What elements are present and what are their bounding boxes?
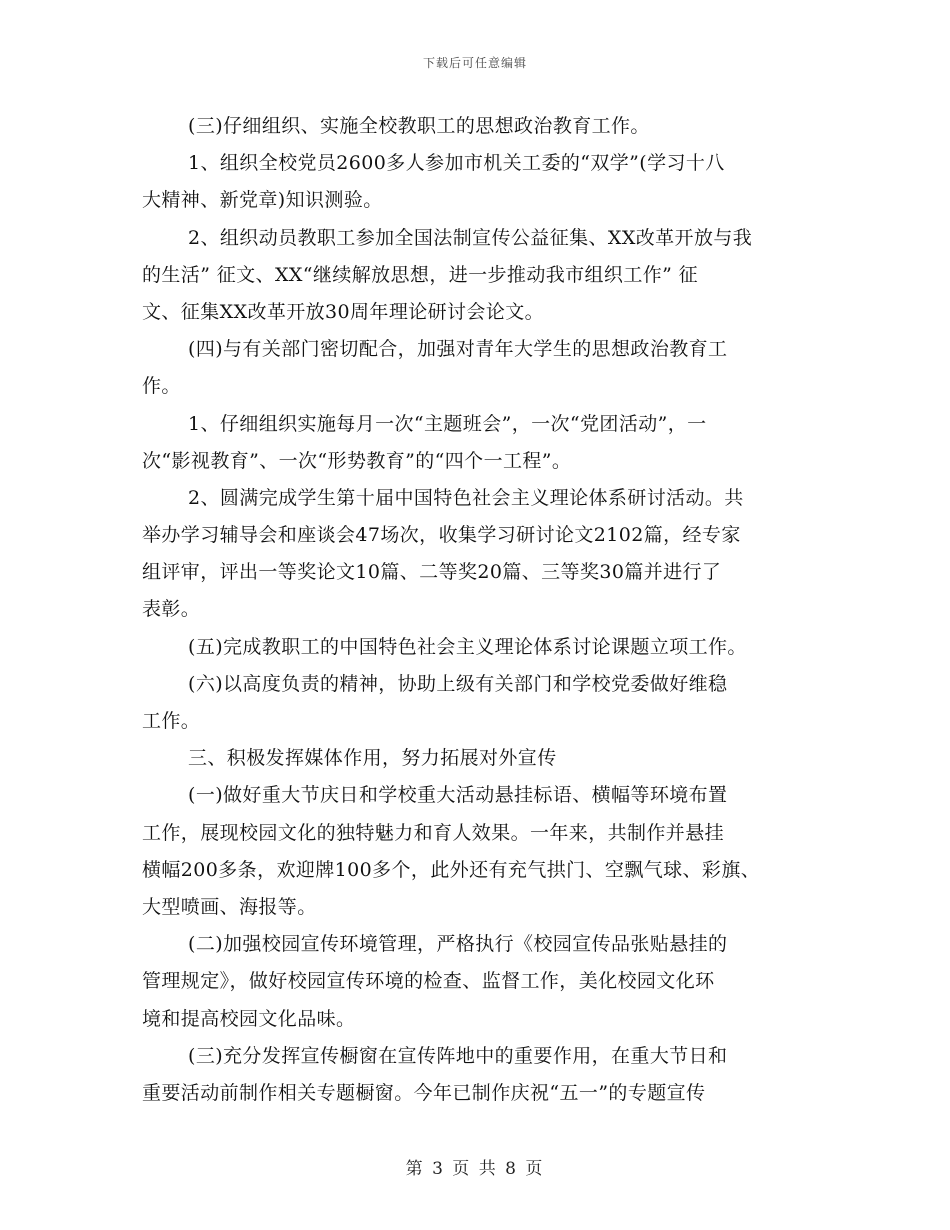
paragraph-line: (六)以高度负责的精神，协助上级有关部门和学校党委做好维稳 [188, 672, 728, 695]
paragraph-line: 组评审，评出一等奖论文10篇、二等奖20篇、三等奖30篇并进行了 [142, 561, 722, 584]
paragraph-line: 2、组织动员教职工参加全国法制宣传公益征集、XX改革开放与我 [188, 226, 753, 249]
paragraph-line: (二)加强校园宣传环境管理，严格执行《校园宣传品张贴悬挂的 [188, 933, 728, 956]
paragraph-line: 管理规定》，做好校园宣传环境的检查、监督工作，美化校园文化环 [142, 970, 715, 993]
paragraph-line: 的生活” 征文、XX“继续解放思想，进一步推动我市组织工作” 征 [142, 263, 699, 286]
document-body [142, 108, 832, 1112]
paragraph-line: (三)充分发挥宣传橱窗在宣传阵地中的重要作用，在重大节日和 [188, 1044, 728, 1067]
paragraph-line: (三)仔细组织、实施全校教职工的思想政治教育工作。 [188, 115, 650, 137]
paragraph-line: 作。 [142, 375, 181, 398]
paragraph-line: (四)与有关部门密切配合，加强对青年大学生的思想政治教育工 [188, 338, 728, 361]
paragraph-line: (一)做好重大节庆日和学校重大活动悬挂标语、横幅等环境布置 [188, 784, 728, 807]
paragraph-line: 表彰。 [142, 598, 201, 621]
page-number-footer: 第 3 页 共 8 页 [405, 1159, 545, 1179]
paragraph-line: 1、仔细组织实施每月一次“主题班会”，一次“党团活动”，一 [188, 412, 707, 435]
paragraph-line: 举办学习辅导会和座谈会47场次，收集学习研讨论文2102篇，经专家 [142, 524, 741, 547]
paragraph-line: (五)完成教职工的中国特色社会主义理论体系讨论课题立项工作。 [188, 635, 747, 658]
paragraph-line: 大精神、新党章)知识测验。 [142, 189, 383, 212]
paragraph-line: 境和提高校园文化品味。 [142, 1007, 356, 1030]
paragraph-line: 工作。 [142, 710, 201, 732]
paragraph-line: 次“影视教育”、一次“形势教育”的“四个一工程”。 [142, 449, 572, 472]
paragraph-line: 重要活动前制作相关专题橱窗。今年已制作庆祝“五一”的专题宣传 [142, 1081, 706, 1104]
paragraph-line: 1、组织全校党员2600多人参加市机关工委的“双学”(学习十八 [188, 152, 725, 175]
paragraph-line: 工作，展现校园文化的独特魅力和育人效果。一年来，共制作并悬挂 [142, 821, 725, 844]
paragraph-line: 横幅200多条，欢迎牌100多个，此外还有充气拱门、空飘气球、彩旗、 [142, 858, 761, 881]
paragraph-line: 2、圆满完成学生第十届中国特色社会主义理论体系研讨活动。共 [188, 486, 744, 509]
page-header: 下载后可任意编辑 [422, 56, 527, 70]
paragraph-line: 文、征集XX改革开放30周年理论研讨会论文。 [142, 300, 545, 323]
paragraph-line: 大型喷画、海报等。 [142, 895, 317, 918]
section-heading: 三、积极发挥媒体作用，努力拓展对外宣传 [188, 747, 557, 770]
